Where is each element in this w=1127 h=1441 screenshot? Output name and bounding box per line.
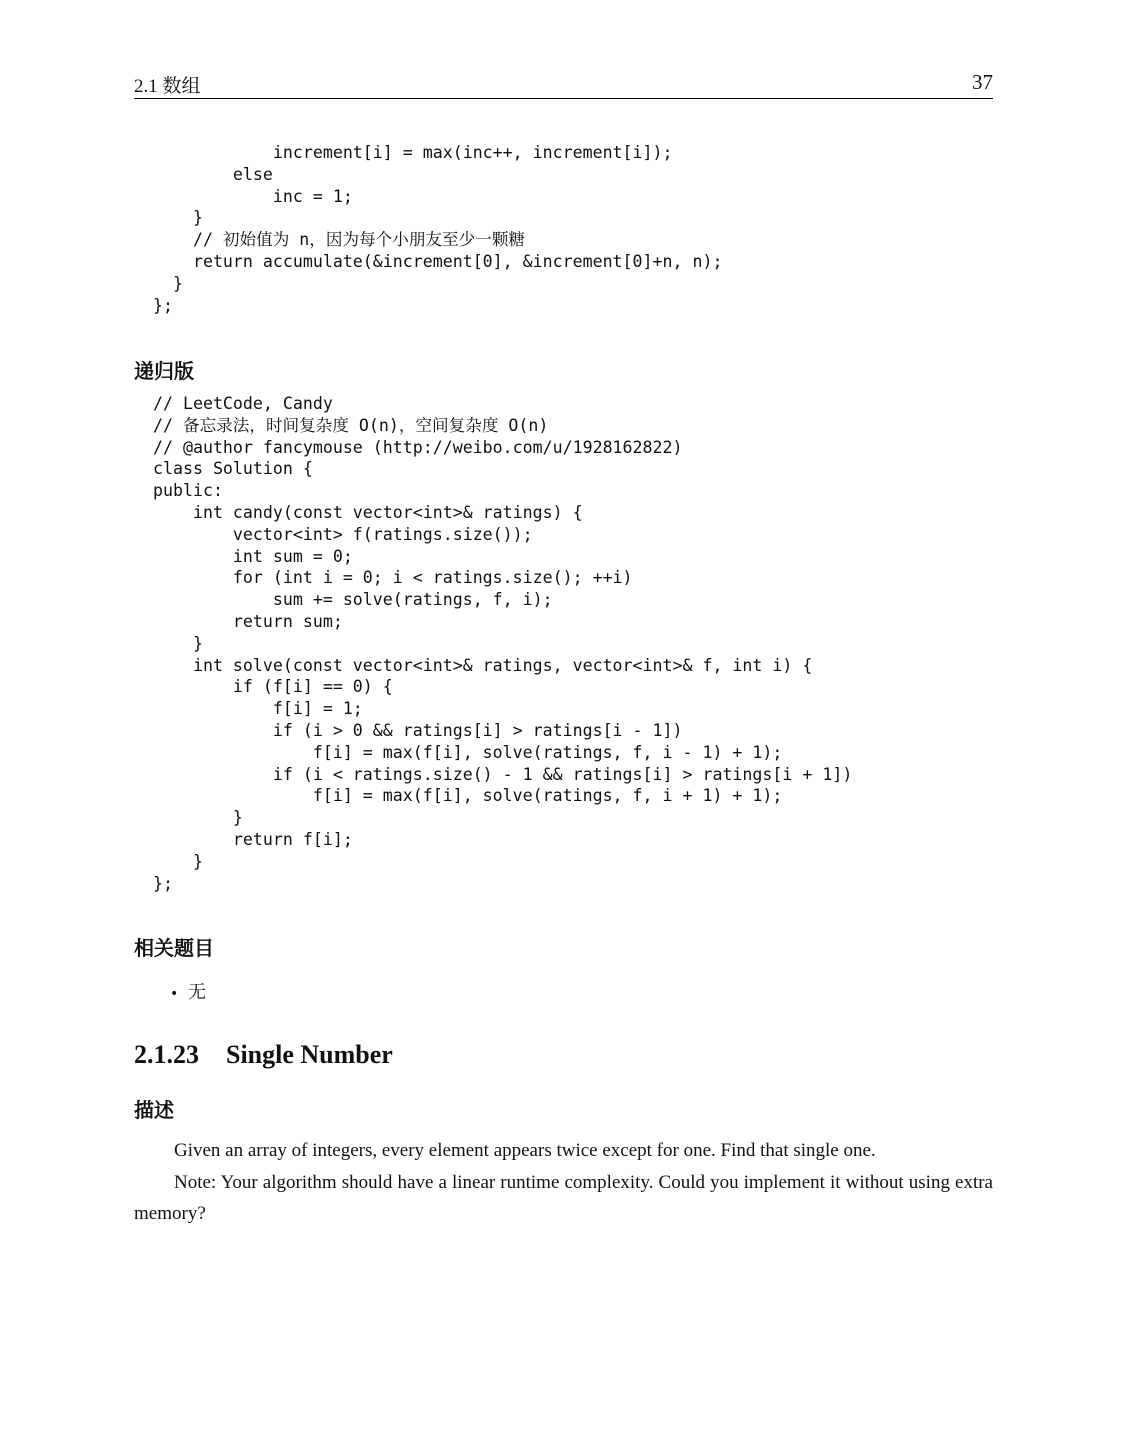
note-paragraph: Note: Your algorithm should have a linear runtime complexity. Could you implement it without using extra memory?	[134, 1172, 993, 1224]
heading-recursive-version: 递归版	[134, 359, 194, 383]
subsection-heading	[134, 1040, 393, 1070]
code-block-iterative-end: increment[i] = max(inc++, increment[i]); else inc = 1; } // 初始值为 n，因为每个小朋友至少一颗糖 return accumulate(&increment[0], &increment[0]+n, n); } };	[153, 143, 723, 315]
code-block-recursive: // LeetCode, Candy // 备忘录法，时间复杂度 O(n)，空间复杂度 O(n) // @author fancymouse (http://weibo.com/u/1928162822) class Solution { public: int candy(const vector<int>& ratings) { vector<int> f(ratings.size()); int sum = 0; for (int i = 0; i < ratings.size(); ++i) sum += solve(ratings, f, i); return sum; } int solve(const vector<int>& ratings, vector<int>& f, int i) { if (f[i] == 0) { f[i] = 1; if (i > 0 && ratings[i] > ratings[i - 1]) f[i] = max(f[i], solve(ratings, f, i - 1) + 1); if (i < ratings.size() - 1 && ratings[i] > ratings[i + 1]) f[i] = max(f[i], solve(ratings, f, i + 1) + 1); } return f[i]; } };	[153, 394, 853, 893]
related-problems-list	[170, 978, 206, 1004]
heading-related-problems: 相关题目	[134, 936, 214, 960]
description-paragraph: Given an array of integers, every element appears twice except for one. Find that single one.	[174, 1140, 876, 1161]
list-item	[170, 978, 206, 1004]
page-number: 37	[972, 70, 993, 94]
running-section-title: 2.1 数组	[134, 76, 201, 97]
subsection-number: 2.1.23	[134, 1040, 199, 1069]
list-item-text: 无	[188, 982, 206, 1003]
subsection-title: Single Number	[226, 1040, 393, 1069]
page-header	[134, 68, 993, 99]
heading-description: 描述	[134, 1098, 174, 1122]
bullet-icon: •	[170, 986, 179, 1002]
